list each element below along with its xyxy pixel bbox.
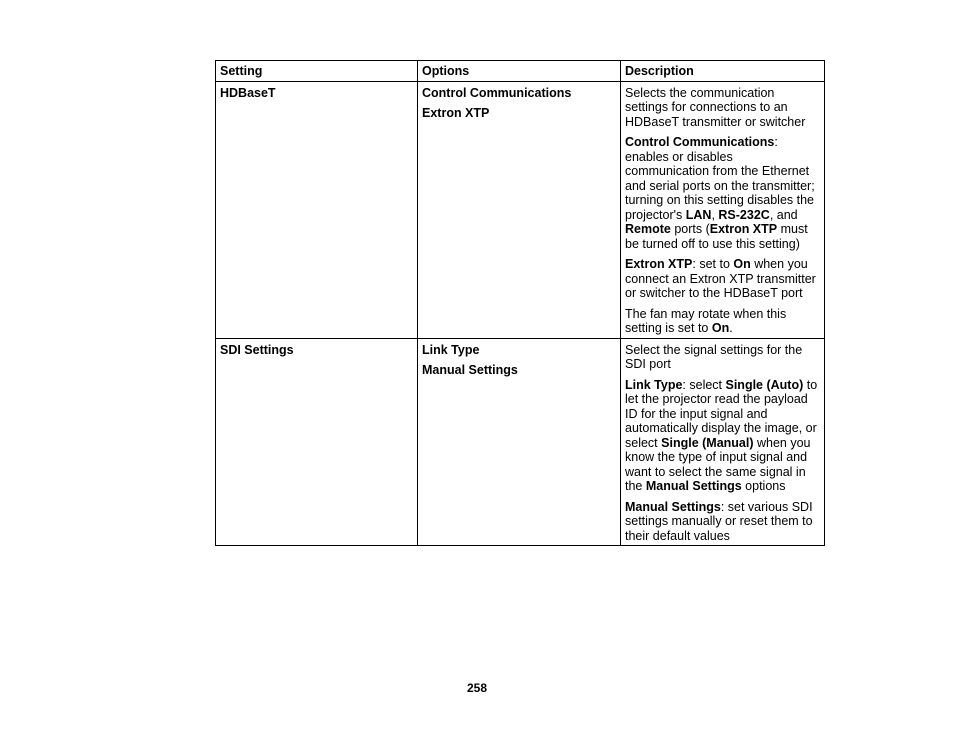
header-description: Description [621, 61, 825, 82]
bold-term: Control Communications [625, 135, 775, 149]
table-header-row [216, 61, 825, 82]
bold-term: LAN [685, 207, 712, 222]
description-paragraph: Extron XTP: set to On when you connect an Extron XTP transmitter or switcher to the HDBaseT port [625, 257, 816, 300]
option-item: Link Type [422, 342, 480, 357]
bold-term: Single (Manual) [661, 435, 754, 450]
option-item: Extron XTP [422, 106, 490, 120]
option-item: Control Communications [422, 85, 572, 100]
bold-term: Manual Settings [645, 479, 742, 493]
bold-term: Single (Auto) [725, 377, 804, 392]
page-number: 258 [466, 681, 488, 695]
description-paragraph: Select the signal settings for the SDI port [625, 342, 803, 371]
bold-term: On [733, 257, 751, 271]
option-item: Manual Settings [422, 363, 518, 377]
bold-term: Remote [625, 222, 671, 236]
bold-term: On [711, 321, 730, 335]
description-cell [621, 81, 825, 338]
description-cell [621, 338, 825, 546]
bold-term: Extron XTP [709, 222, 778, 236]
setting-cell: SDI Settings [216, 338, 418, 546]
bold-term: Extron XTP [625, 257, 693, 271]
description-paragraph: The fan may rotate when this setting is set to On. [625, 306, 787, 335]
options-cell [418, 81, 621, 338]
table-row [216, 81, 825, 338]
settings-table [215, 60, 825, 546]
description-paragraph: Selects the communication settings for connections to an HDBaseT transmitter or switcher [625, 85, 806, 129]
bold-term: Link Type [625, 377, 683, 392]
options-cell [418, 338, 621, 546]
table-row [216, 338, 825, 546]
description-paragraph: Link Type: select Single (Auto) to let the projector read the payload ID for the input signal and automatically display the image, or select Single (Manual) when you know the type of input signal and want to select the same signal in the Manual Settings options [625, 377, 818, 493]
header-options: Options [418, 61, 621, 82]
header-setting: Setting [216, 61, 418, 82]
description-paragraph: Control Communications: enables or disables communication from the Ethernet and serial ports on the transmitter; turning on this setting disables the projector's LAN, RS-232C, and Remote ports (Extron XTP must be turned off to use this setting) [625, 135, 815, 251]
setting-cell: HDBaseT [216, 81, 418, 338]
bold-term: Manual Settings [625, 499, 721, 514]
bold-term: RS-232C [718, 207, 770, 222]
description-paragraph: Manual Settings: set various SDI settings manually or reset them to their default values [625, 499, 813, 543]
